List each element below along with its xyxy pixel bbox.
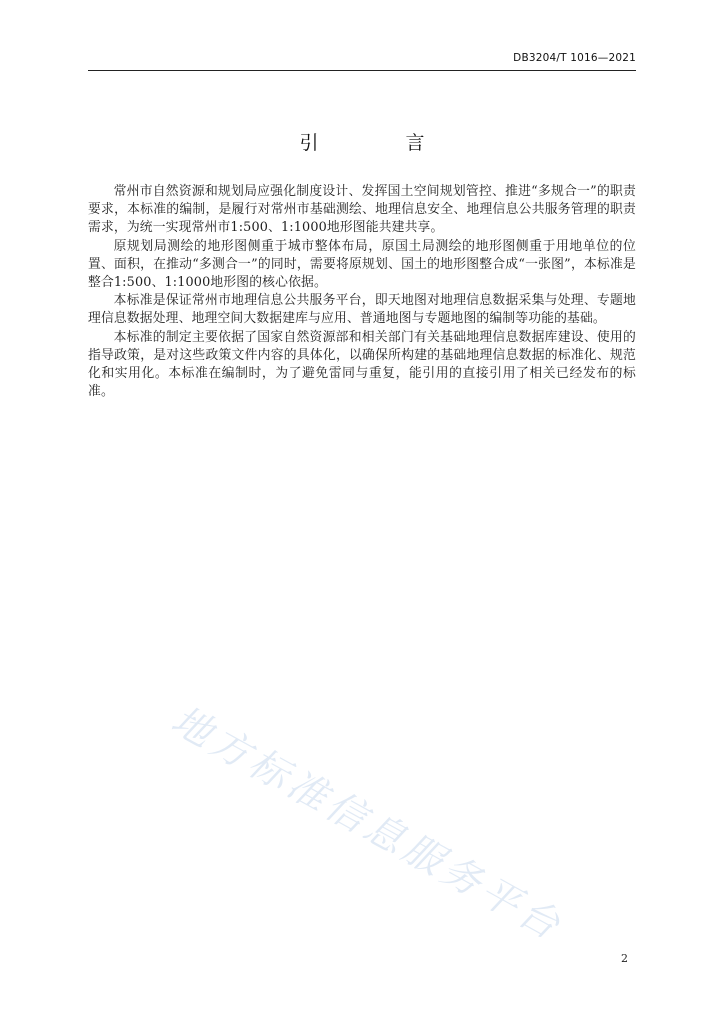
body-text [88, 183, 636, 401]
standard-code: DB3204/T 1016—2021 [513, 52, 636, 64]
page-title: 引 言 [299, 132, 459, 154]
header-divider [88, 70, 636, 71]
paragraph-1: 常州市自然资源和规划局应强化制度设计、发挥国土空间规划管控、推进“多规合一”的职责要求，本标准的编制，是履行对常州市基础测绘、地理信息安全、地理信息公共服务管理的职责需求，为统一实现常州市1:500、1:1000地形图能共建共享。 [88, 184, 636, 236]
watermark: 地方标准信息服务平台 [163, 697, 571, 951]
paragraph-3: 本标准是保证常州市地理信息公共服务平台，即天地图对地理信息数据采集与处理、专题地理信息数据处理、地理空间大数据建库与应用、普通地图与专题地图的编制等功能的基础。 [88, 293, 636, 327]
page-number: 2 [621, 952, 628, 965]
paragraph-2: 原规划局测绘的地形图侧重于城市整体布局，原国土局测绘的地形图侧重于用地单位的位置、面积，在推动“多测合一”的同时，需要将原规划、国土的地形图整合成“一张图”，本标准是整合1:500、1:1000地形图的核心依据。 [88, 238, 636, 291]
paragraph-4: 本标准的制定主要依据了国家自然资源部和相关部门有关基础地理信息数据库建设、使用的指导政策，是对这些政策文件内容的具体化，以确保所构建的基础地理信息数据的标准化、规范化和实用化。本标准在编制时，为了避免雷同与重复，能引用的直接引用了相关已经发布的标准。 [88, 329, 636, 400]
